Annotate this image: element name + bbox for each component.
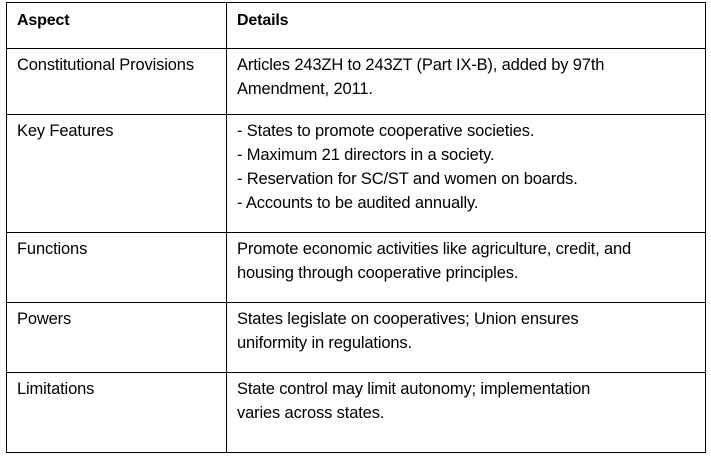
details-line: States legislate on cooperatives; Union ensures [237,310,579,328]
details-line: Promote economic activities like agriculture, credit, and [237,240,632,258]
details-cell [227,115,706,233]
feature-list-item: - Reservation for SC/ST and women on boards. [237,170,578,188]
header-details: Details [227,3,706,49]
table-header-row [7,3,706,49]
aspect-cell: Key Features [7,115,227,233]
details-cell [227,303,706,373]
table-row-constitutional-provisions [7,49,706,115]
table-row-functions [7,233,706,303]
feature-list-item: - States to promote cooperative societies. [237,122,535,140]
cooperative-societies-table-container [6,2,706,453]
details-line: housing through cooperative principles. [237,264,519,282]
details-cell [227,49,706,115]
table-row-powers [7,303,706,373]
aspect-cell: Limitations [7,373,227,453]
details-line: uniformity in regulations. [237,334,412,352]
table-row-limitations [7,373,706,453]
header-aspect: Aspect [7,3,227,49]
details-line: Articles 243ZH to 243ZT (Part IX-B), added by 97th [237,56,605,74]
details-cell [227,373,706,453]
aspect-cell: Constitutional Provisions [7,49,227,115]
details-line: varies across states. [237,404,385,422]
aspect-cell: Functions [7,233,227,303]
cooperative-societies-table [6,2,706,453]
feature-list-item: - Accounts to be audited annually. [237,194,479,212]
feature-list-item: - Maximum 21 directors in a society. [237,146,495,164]
details-cell [227,233,706,303]
details-line: State control may limit autonomy; implementation [237,380,591,398]
details-line: Amendment, 2011. [237,80,373,98]
aspect-cell: Powers [7,303,227,373]
table-row-key-features [7,115,706,233]
